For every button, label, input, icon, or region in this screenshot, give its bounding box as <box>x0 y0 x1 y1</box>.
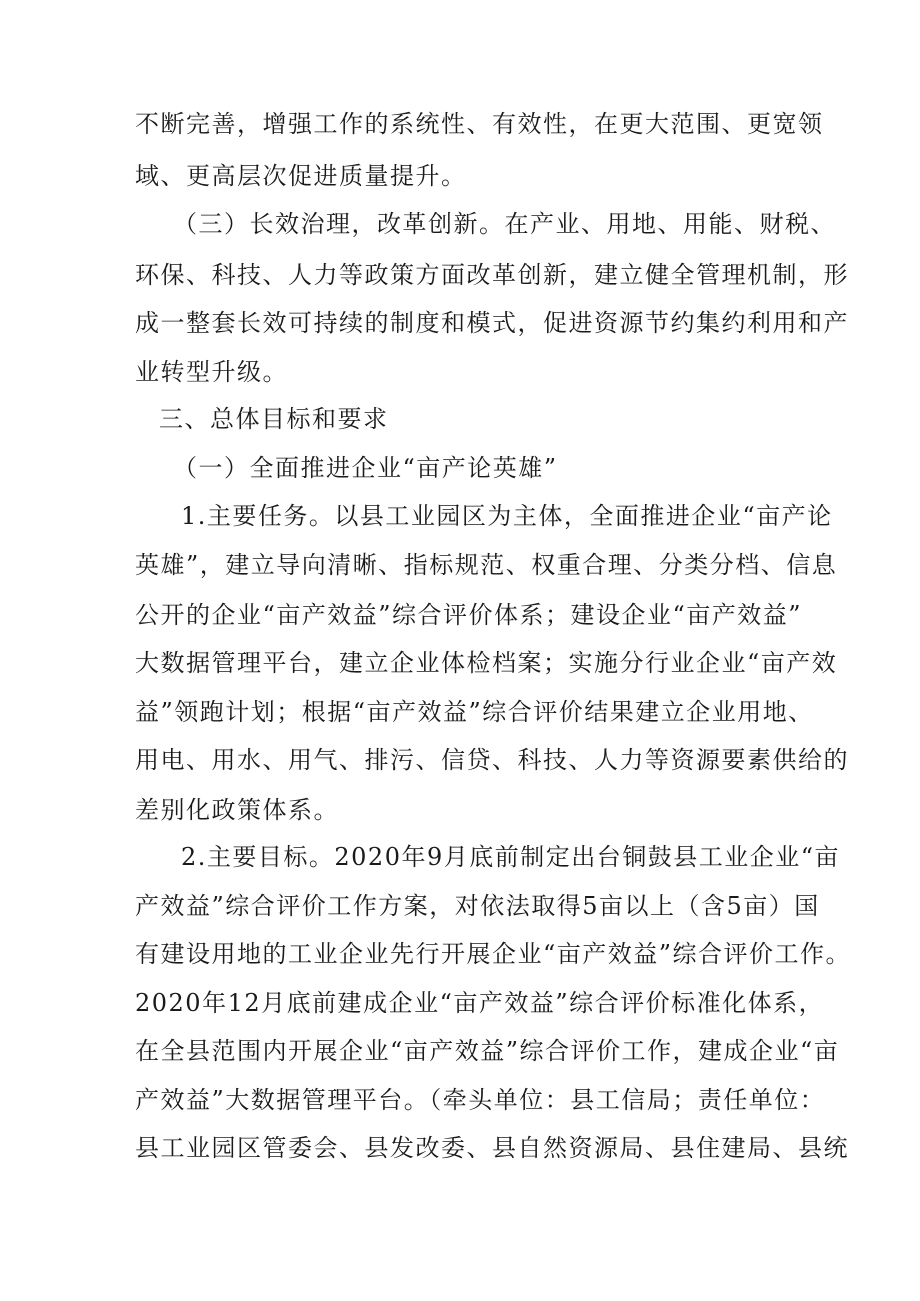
paragraph-line: 县工业园区管委会、县发改委、县自然资源局、县住建局、县统 <box>135 1134 849 1162</box>
paragraph-line: 2.主要目标。2020年9月底前制定出台铜鼓县工业企业“亩 <box>181 843 841 871</box>
paragraph-line: 英雄”，建立导向清晰、指标规范、权重合理、分类分档、信息 <box>135 551 838 579</box>
paragraph-line: 在全县范围内开展企业“亩产效益”综合评价工作，建成企业“亩 <box>135 1037 840 1065</box>
paragraph-line: 用电、用水、用气、排污、信贷、科技、人力等资源要素供给的 <box>135 746 849 774</box>
paragraph-line: 产效益”大数据管理平台。（牵头单位：县工信局；责任单位： <box>135 1086 826 1114</box>
paragraph-line: 有建设用地的工业企业先行开展企业“亩产效益”综合评价工作。 <box>135 940 852 968</box>
paragraph-line: 公开的企业“亩产效益”综合评价体系；建设企业“亩产效益” <box>135 601 803 629</box>
paragraph-line: 益”领跑计划；根据“亩产效益”综合评价结果建立企业用地、 <box>135 698 814 726</box>
section-heading: 三、总体目标和要求 <box>159 405 389 433</box>
paragraph-line: 1.主要任务。以县工业园区为主体，全面推进企业“亩产论 <box>181 502 833 530</box>
subsection-heading: （一）全面推进企业“亩产论英雄” <box>173 454 558 482</box>
paragraph-line: 产效益”综合评价工作方案，对依法取得5亩以上（含5亩）国 <box>135 892 820 920</box>
section-heading-line: （三）长效治理，改革创新。在产业、用地、用能、财税、 <box>173 210 836 238</box>
paragraph-line: 业转型升级。 <box>135 358 288 386</box>
paragraph-line: 2020年12月底前建成企业“亩产效益”综合评价标准化体系， <box>135 989 825 1017</box>
paragraph-line: 成一整套长效可持续的制度和模式，促进资源节约集约利用和产 <box>135 309 849 337</box>
paragraph-line: 差别化政策体系。 <box>135 796 339 824</box>
paragraph-line: 大数据管理平台，建立企业体检档案；实施分行业企业“亩产效 <box>135 649 838 677</box>
paragraph-line: 不断完善，增强工作的系统性、有效性，在更大范围、更宽领 <box>135 110 824 138</box>
paragraph-line: 域、更高层次促进质量提升。 <box>135 162 467 190</box>
paragraph-line: 环保、科技、人力等政策方面改革创新，建立健全管理机制，形 <box>135 261 849 289</box>
